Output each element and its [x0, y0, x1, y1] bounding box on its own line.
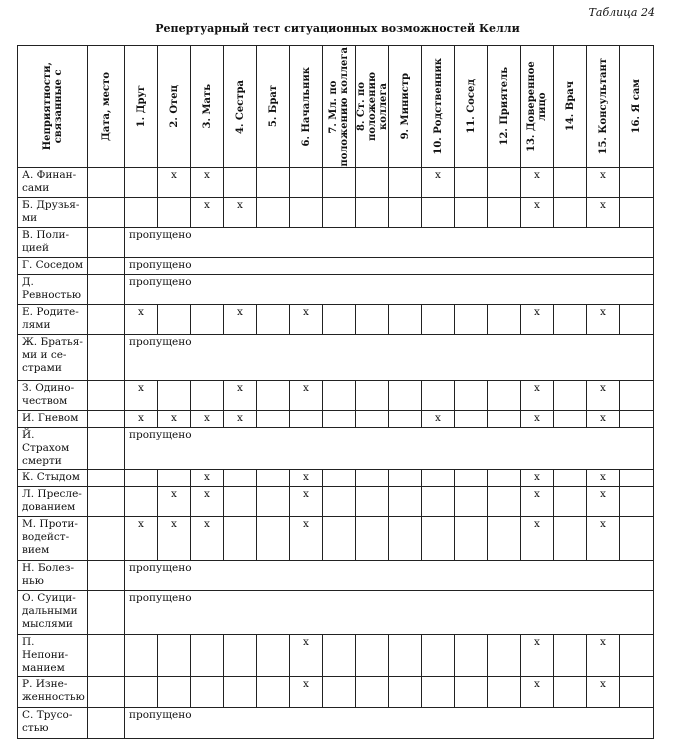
header-person-2 — [158, 46, 191, 168]
grid-cell — [356, 517, 389, 561]
header-person-5 — [257, 46, 290, 168]
omitted-note: пропущено — [125, 591, 654, 635]
date-place-cell — [88, 487, 125, 517]
grid-cell — [620, 198, 654, 228]
mark-cell: x — [521, 381, 554, 411]
mark-cell: x — [191, 517, 224, 561]
header-label: 4. Сестра — [234, 79, 246, 134]
grid-cell — [455, 411, 488, 428]
date-place-cell — [88, 517, 125, 561]
header-row — [18, 46, 654, 168]
header-label: 5. Брат — [267, 85, 279, 128]
grid-cell — [422, 677, 455, 708]
date-place-cell — [88, 411, 125, 428]
grid-cell — [620, 381, 654, 411]
grid-cell — [191, 305, 224, 335]
grid-cell — [455, 487, 488, 517]
mark-cell: x — [587, 198, 620, 228]
mark-cell: x — [521, 411, 554, 428]
mark-cell: x — [422, 168, 455, 198]
grid-cell — [422, 517, 455, 561]
mark-cell: x — [587, 411, 620, 428]
table-row — [18, 428, 654, 470]
grid-cell — [389, 470, 422, 487]
row-label: Г. Соседом — [18, 258, 88, 275]
table-row — [18, 198, 654, 228]
table-row — [18, 561, 654, 591]
row-label: Р. Изне- женностью — [18, 677, 88, 708]
table-row — [18, 635, 654, 677]
mark-cell: x — [290, 635, 323, 677]
row-label: П. Непони- манием — [18, 635, 88, 677]
row-label: Е. Родите- лями — [18, 305, 88, 335]
grid-cell — [356, 198, 389, 228]
header-person-4 — [224, 46, 257, 168]
header-person-10 — [422, 46, 455, 168]
header-label: 14. Врач — [564, 81, 576, 132]
date-place-cell — [88, 708, 125, 739]
mark-cell: x — [125, 305, 158, 335]
grid-cell — [356, 487, 389, 517]
grid-cell — [488, 677, 521, 708]
date-place-cell — [88, 258, 125, 275]
header-person-3 — [191, 46, 224, 168]
grid-cell — [158, 198, 191, 228]
mark-cell: x — [521, 470, 554, 487]
grid-cell — [323, 198, 356, 228]
grid-cell — [620, 635, 654, 677]
row-label: О. Суици- дальными мыслями — [18, 591, 88, 635]
mark-cell: x — [224, 381, 257, 411]
header-person-6 — [290, 46, 323, 168]
row-label: Б. Друзья- ми — [18, 198, 88, 228]
grid-cell — [224, 517, 257, 561]
grid-cell — [125, 677, 158, 708]
grid-cell — [488, 487, 521, 517]
mark-cell: x — [587, 677, 620, 708]
grid-cell — [554, 411, 587, 428]
date-place-cell — [88, 677, 125, 708]
omitted-note: пропущено — [125, 258, 654, 275]
grid-cell — [158, 677, 191, 708]
grid-cell — [158, 470, 191, 487]
row-label: А. Финан- сами — [18, 168, 88, 198]
header-person-8 — [356, 46, 389, 168]
header-label: 7. Мл. по положению коллега — [328, 46, 350, 167]
header-person-16 — [620, 46, 654, 168]
mark-cell: x — [290, 305, 323, 335]
table-row — [18, 305, 654, 335]
grid-cell — [257, 198, 290, 228]
omitted-note: пропущено — [125, 708, 654, 739]
mark-cell: x — [521, 517, 554, 561]
mark-cell: x — [191, 168, 224, 198]
grid-cell — [488, 470, 521, 487]
grid-cell — [356, 470, 389, 487]
grid-cell — [488, 411, 521, 428]
grid-cell — [389, 198, 422, 228]
row-label: Й. Страхом смерти — [18, 428, 88, 470]
grid-cell — [554, 381, 587, 411]
grid-cell — [455, 635, 488, 677]
mark-cell: x — [290, 470, 323, 487]
row-label: Д. Ревностью — [18, 275, 88, 305]
mark-cell: x — [521, 487, 554, 517]
row-label: З. Одино- чеством — [18, 381, 88, 411]
grid-cell — [257, 635, 290, 677]
grid-cell — [554, 198, 587, 228]
mark-cell: x — [587, 381, 620, 411]
grid-cell — [257, 677, 290, 708]
mark-cell: x — [191, 411, 224, 428]
row-label: И. Гневом — [18, 411, 88, 428]
header-date-place — [88, 46, 125, 168]
date-place-cell — [88, 470, 125, 487]
omitted-note: пропущено — [125, 428, 654, 470]
header-label: 8. Ст. по положению коллега — [356, 71, 389, 142]
table-row — [18, 470, 654, 487]
grid-cell — [323, 517, 356, 561]
header-label: 9. Министр — [399, 73, 411, 140]
grid-cell — [488, 517, 521, 561]
mark-cell: x — [290, 517, 323, 561]
grid-cell — [422, 381, 455, 411]
grid-cell — [323, 635, 356, 677]
mark-cell: x — [191, 487, 224, 517]
grid-cell — [125, 487, 158, 517]
grid-cell — [620, 168, 654, 198]
table-row — [18, 411, 654, 428]
mark-cell: x — [125, 381, 158, 411]
mark-cell: x — [290, 381, 323, 411]
grid-cell — [191, 635, 224, 677]
grid-cell — [389, 517, 422, 561]
mark-cell: x — [587, 470, 620, 487]
grid-cell — [323, 305, 356, 335]
table-row — [18, 275, 654, 305]
mark-cell: x — [587, 305, 620, 335]
grid-cell — [620, 411, 654, 428]
grid-cell — [191, 677, 224, 708]
header-person-7 — [323, 46, 356, 168]
grid-cell — [422, 635, 455, 677]
grid-cell — [620, 517, 654, 561]
header-person-15 — [587, 46, 620, 168]
table-title: Репертуарный тест ситуационных возможностей Келли — [155, 22, 520, 35]
header-label: 12. Приятель — [498, 67, 510, 146]
grid-cell — [422, 198, 455, 228]
header-person-14 — [554, 46, 587, 168]
repertory-grid-table — [17, 45, 654, 739]
mark-cell: x — [587, 635, 620, 677]
date-place-cell — [88, 198, 125, 228]
table-row — [18, 591, 654, 635]
grid-cell — [224, 487, 257, 517]
grid-cell — [356, 168, 389, 198]
header-label: 2. Отец — [168, 85, 180, 128]
grid-cell — [257, 168, 290, 198]
mark-cell: x — [290, 487, 323, 517]
header-label: 15. Консультант — [597, 58, 609, 155]
grid-cell — [158, 635, 191, 677]
grid-cell — [290, 168, 323, 198]
header-label: 1. Друг — [135, 85, 147, 128]
mark-cell: x — [521, 198, 554, 228]
header-label: 10. Родственник — [432, 58, 444, 155]
grid-cell — [554, 487, 587, 517]
date-place-cell — [88, 275, 125, 305]
date-place-cell — [88, 335, 125, 381]
grid-cell — [224, 470, 257, 487]
grid-cell — [356, 381, 389, 411]
grid-cell — [554, 635, 587, 677]
grid-cell — [257, 305, 290, 335]
omitted-note: пропущено — [125, 561, 654, 591]
mark-cell: x — [521, 305, 554, 335]
table-number: Таблица 24 — [588, 6, 655, 19]
mark-cell: x — [158, 487, 191, 517]
omitted-note: пропущено — [125, 335, 654, 381]
grid-cell — [620, 305, 654, 335]
table-row — [18, 228, 654, 258]
grid-cell — [125, 470, 158, 487]
table-row — [18, 517, 654, 561]
grid-cell — [389, 677, 422, 708]
table-row — [18, 381, 654, 411]
header-label: 6. Начальник — [300, 66, 312, 147]
mark-cell: x — [587, 517, 620, 561]
grid-cell — [455, 168, 488, 198]
date-place-cell — [88, 635, 125, 677]
date-place-cell — [88, 228, 125, 258]
grid-cell — [620, 677, 654, 708]
grid-cell — [554, 168, 587, 198]
mark-cell: x — [521, 635, 554, 677]
row-label: Л. Пресле- дованием — [18, 487, 88, 517]
grid-cell — [389, 381, 422, 411]
table-row — [18, 487, 654, 517]
mark-cell: x — [521, 168, 554, 198]
row-label: Н. Болез- нью — [18, 561, 88, 591]
table-row — [18, 677, 654, 708]
date-place-cell — [88, 561, 125, 591]
mark-cell: x — [191, 198, 224, 228]
mark-cell: x — [158, 411, 191, 428]
omitted-note: пропущено — [125, 228, 654, 258]
mark-cell: x — [587, 487, 620, 517]
header-label: 11. Сосед — [465, 79, 477, 134]
grid-cell — [356, 411, 389, 428]
grid-cell — [125, 198, 158, 228]
grid-cell — [323, 470, 356, 487]
header-person-1 — [125, 46, 158, 168]
date-place-cell — [88, 428, 125, 470]
row-label: Ж. Братья- ми и се- страми — [18, 335, 88, 381]
header-label: 13. Доверенное лицо — [526, 61, 548, 152]
mark-cell: x — [191, 470, 224, 487]
header-person-9 — [389, 46, 422, 168]
grid-cell — [323, 381, 356, 411]
grid-cell — [554, 517, 587, 561]
mark-cell: x — [587, 168, 620, 198]
grid-cell — [224, 635, 257, 677]
grid-cell — [356, 305, 389, 335]
header-label: 16. Я сам — [631, 79, 642, 134]
grid-cell — [488, 168, 521, 198]
grid-cell — [323, 168, 356, 198]
grid-cell — [455, 305, 488, 335]
date-place-cell — [88, 168, 125, 198]
header-label: 3. Мать — [201, 84, 213, 129]
grid-cell — [125, 635, 158, 677]
mark-cell: x — [125, 517, 158, 561]
row-label: М. Проти- водейст- вием — [18, 517, 88, 561]
grid-cell — [455, 517, 488, 561]
table-row — [18, 335, 654, 381]
date-place-cell — [88, 591, 125, 635]
grid-cell — [389, 411, 422, 428]
grid-cell — [257, 411, 290, 428]
grid-cell — [257, 517, 290, 561]
grid-cell — [422, 487, 455, 517]
grid-cell — [125, 168, 158, 198]
mark-cell: x — [290, 677, 323, 708]
omitted-note: пропущено — [125, 275, 654, 305]
grid-cell — [455, 381, 488, 411]
header-person-11 — [455, 46, 488, 168]
grid-cell — [389, 305, 422, 335]
grid-cell — [290, 198, 323, 228]
row-label: С. Трусо- стью — [18, 708, 88, 739]
grid-cell — [422, 305, 455, 335]
grid-cell — [323, 677, 356, 708]
grid-cell — [455, 470, 488, 487]
grid-cell — [455, 198, 488, 228]
row-label: К. Стыдом — [18, 470, 88, 487]
grid-cell — [422, 470, 455, 487]
grid-cell — [389, 487, 422, 517]
grid-cell — [191, 381, 224, 411]
grid-cell — [158, 305, 191, 335]
header-person-12 — [488, 46, 521, 168]
mark-cell: x — [224, 411, 257, 428]
grid-cell — [389, 635, 422, 677]
date-place-cell — [88, 381, 125, 411]
grid-cell — [290, 411, 323, 428]
row-label: В. Поли- цией — [18, 228, 88, 258]
header-person-13 — [521, 46, 554, 168]
grid-cell — [257, 381, 290, 411]
grid-cell — [620, 487, 654, 517]
grid-cell — [620, 470, 654, 487]
grid-cell — [323, 411, 356, 428]
grid-cell — [389, 168, 422, 198]
mark-cell: x — [125, 411, 158, 428]
table-row — [18, 708, 654, 739]
grid-cell — [554, 470, 587, 487]
header-label: Неприятности, связанные с — [41, 62, 64, 151]
date-place-cell — [88, 305, 125, 335]
grid-cell — [323, 487, 356, 517]
grid-cell — [257, 487, 290, 517]
mark-cell: x — [422, 411, 455, 428]
grid-cell — [455, 677, 488, 708]
grid-cell — [224, 677, 257, 708]
header-troubles — [18, 46, 88, 168]
table-row — [18, 168, 654, 198]
grid-cell — [488, 635, 521, 677]
mark-cell: x — [158, 168, 191, 198]
grid-cell — [158, 381, 191, 411]
grid-cell — [356, 677, 389, 708]
table-row — [18, 258, 654, 275]
grid-cell — [488, 198, 521, 228]
grid-cell — [356, 635, 389, 677]
mark-cell: x — [224, 305, 257, 335]
mark-cell: x — [158, 517, 191, 561]
grid-cell — [488, 305, 521, 335]
grid-cell — [554, 677, 587, 708]
grid-cell — [224, 168, 257, 198]
grid-cell — [257, 470, 290, 487]
mark-cell: x — [224, 198, 257, 228]
mark-cell: x — [521, 677, 554, 708]
grid-cell — [554, 305, 587, 335]
grid-cell — [488, 381, 521, 411]
header-label: Дата, место — [100, 71, 112, 141]
